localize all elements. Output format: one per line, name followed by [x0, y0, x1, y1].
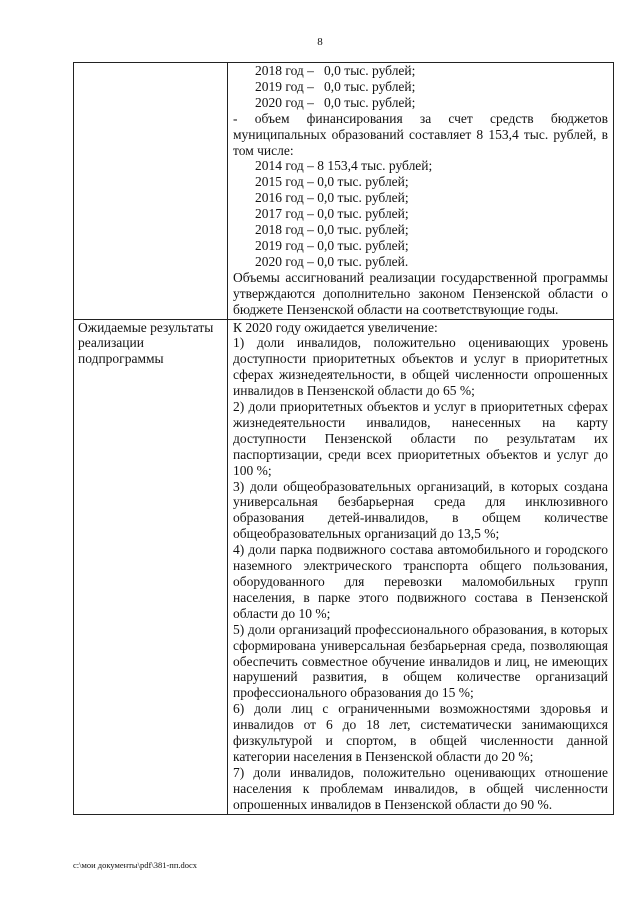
funding-content-cell — [228, 63, 614, 320]
municipal-year-line: 2017 год – 0,0 тыс. рублей; — [255, 206, 409, 222]
results-intro: К 2020 году ожидается увеличение: — [233, 319, 438, 335]
result-item: 4) доли парка подвижного состава автомобильного и городского наземного электрического транспорта общего пользования, оборудованного для перевозки маломобильных групп населения, в парке этого подвижного состава в Пензенской области до 10 %; — [233, 542, 608, 621]
municipal-year-line: 2015 год – 0,0 тыс. рублей; — [255, 174, 409, 190]
municipal-year-line: 2019 год – 0,0 тыс. рублей; — [255, 237, 409, 253]
municipal-funding-intro: - объем финансирования за счет средств бюджетов муниципальных образований составляет 8 153,4 тыс. рублей, в том числе: — [233, 110, 608, 158]
page-number: 8 — [317, 36, 323, 48]
results-row — [74, 319, 614, 814]
results-label-cell — [74, 319, 228, 814]
result-item: 5) доли организаций профессионального образования, в которых сформирована универсальная безбарьерная среда, позволяющая обеспечить совместное обучение инвалидов и лиц, не имеющих нарушений развития, в общем количестве организаций профессионального образования до 15 %; — [233, 621, 608, 701]
municipal-year-line: 2016 год – 0,0 тыс. рублей; — [255, 190, 409, 206]
result-item: 1) доли инвалидов, положительно оценивающих уровень доступности приоритетных объектов и услуг в приоритетных сферах жизнедеятельности, в общей численности опрошенных инвалидов в Пензенской области до 65 %; — [233, 335, 608, 399]
budget-year-line: 2019 год – 0,0 тыс. рублей; — [255, 78, 416, 94]
municipal-year-line: 2014 год – 8 153,4 тыс. рублей; — [255, 158, 433, 174]
results-content-cell — [228, 319, 614, 814]
result-item: 2) доли приоритетных объектов и услуг в приоритетных сферах жизнедеятельности инвалидов, нанесенных на карту доступности Пензенской области по результатам их паспортизации, среди всех приоритетных объектов и услуг до 100 %; — [233, 399, 608, 478]
result-item: 7) доли инвалидов, положительно оценивающих отношение населения к проблемам инвалидов, в общей численности опрошенных инвалидов в Пензенской области до 90 %. — [233, 764, 608, 812]
passport-table — [73, 62, 614, 815]
file-path-footer: c:\мои документы\pdf\381-пп.docx — [73, 860, 198, 870]
result-item: 3) доли общеобразовательных организаций, в которых создана универсальная безбарьерная среда для инклюзивного образования детей-инвалидов, в общем количестве общеобразовательных организаций до 13,5 %; — [233, 478, 608, 542]
appropriations-note: Объемы ассигнований реализации государственной программы утверждаются дополнительно законом Пензенской области о бюджете Пензенской области на соответствующие годы. — [233, 269, 608, 317]
municipal-year-line: 2018 год – 0,0 тыс. рублей; — [255, 222, 409, 238]
results-label: Ожидаемые результаты реализации подпрограммы — [78, 319, 214, 367]
budget-year-line: 2020 год – 0,0 тыс. рублей; — [255, 94, 416, 110]
funding-label-cell — [74, 63, 228, 320]
municipal-year-line: 2020 год – 0,0 тыс. рублей. — [255, 253, 409, 269]
budget-year-line: 2018 год – 0,0 тыс. рублей; — [255, 63, 416, 78]
funding-row — [74, 63, 614, 320]
result-item: 6) доли лиц с ограниченными возможностями здоровья и инвалидов от 6 до 18 лет, систематически занимающихся физкультурой и спортом, в общей численности данной категории населения в Пензенской области до 20 %; — [233, 701, 608, 764]
